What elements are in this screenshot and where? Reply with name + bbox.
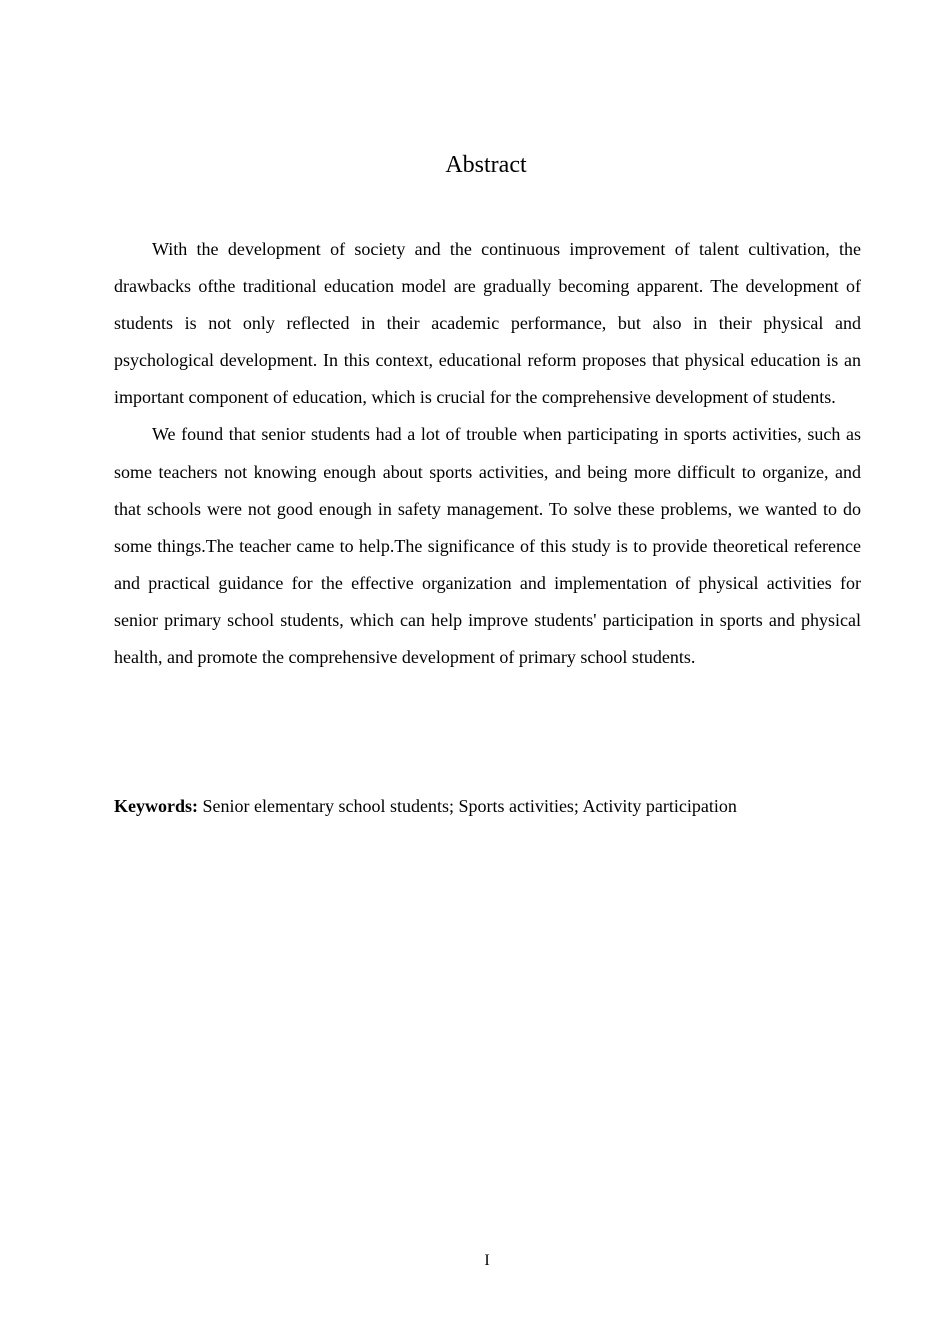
abstract-paragraph-1: With the development of society and the continuous improvement of talent cultivation, the drawbacks ofthe traditional education model are gradually becoming apparent. The development of students is not only reflected in their academic performance, but also in their physical and psychological development. In this context, educational reform proposes that physical education is an important component of education, which is crucial for the comprehensive development of students. (114, 239, 861, 408)
abstract-paragraph-2: We found that senior students had a lot of trouble when participating in sports activities, such as some teachers not knowing enough about sports activities, and being more difficult to organize, and that schools were not good enough in safety management. To solve these problems, we wanted to do some things.The teacher came to help.The significance of this study is to provide theoretical reference and practical guidance for the effective organization and implementation of physical activities for senior primary school students, which can help improve students' participation in sports and physical health, and promote the comprehensive development of primary school students. (114, 424, 861, 668)
abstract-title: Abstract (445, 152, 527, 178)
abstract-body (114, 231, 861, 676)
keywords-text: Senior elementary school students; Sports activities; Activity participation (202, 796, 737, 816)
keywords-line (114, 788, 861, 825)
page-number: I (484, 1252, 490, 1269)
keywords-label: Keywords: (114, 796, 198, 816)
